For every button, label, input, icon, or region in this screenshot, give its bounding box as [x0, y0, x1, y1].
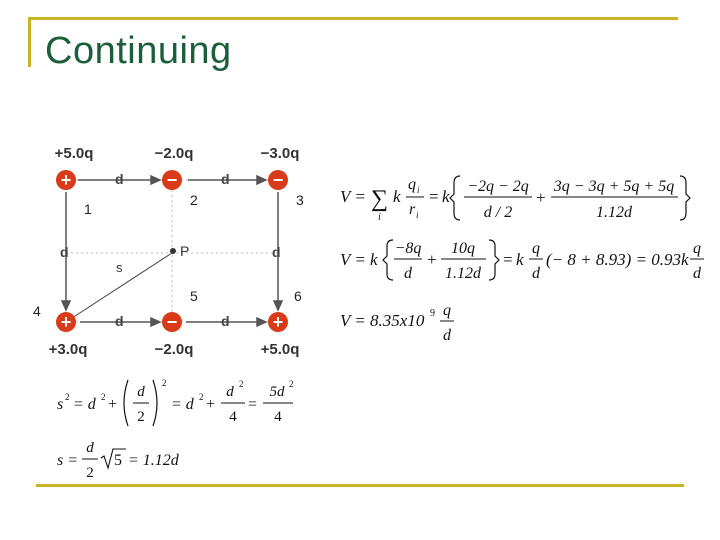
distance-label: d	[272, 244, 281, 260]
equation-2	[340, 240, 704, 282]
eq1-k: k	[393, 187, 401, 206]
eq2-equals: =	[503, 250, 513, 269]
eq3-prefix: V = 8.35x10	[340, 311, 425, 330]
eq2-num1: −8q	[394, 240, 422, 257]
eq1-qi: q	[408, 176, 416, 193]
charge-label: +5.0q	[260, 341, 300, 358]
charge-sign: −	[166, 170, 178, 190]
s1-d2-den: 4	[229, 409, 237, 425]
eq1-num2: 3q − 3q + 5q + 5q	[553, 178, 675, 195]
eq2-plus: +	[427, 250, 437, 269]
s1-plus2: +	[206, 396, 216, 413]
eq1-den2: 1.12d	[596, 204, 632, 221]
eq2-d: d	[532, 265, 540, 282]
equation-1	[340, 176, 690, 223]
s1-5d-den: 4	[274, 409, 282, 425]
charge-number: 5	[190, 288, 198, 304]
charge-label: +5.0q	[54, 145, 94, 162]
charge-number: 4	[33, 303, 41, 319]
s2-frac-den: 2	[86, 465, 94, 481]
s2-lhs: s =	[57, 452, 79, 469]
eq2-den2: 1.12d	[445, 265, 481, 282]
point-p	[170, 248, 176, 254]
sum-symbol: ∑	[371, 186, 389, 212]
s1-5d-num: 5d	[269, 384, 285, 400]
slide-title: Continuing	[45, 30, 232, 72]
eq2-num2: 10q	[451, 240, 475, 257]
s1-tail: = d	[171, 396, 194, 413]
eq2-q: q	[532, 240, 540, 257]
eq3-q: q	[443, 302, 451, 319]
s1-mid: = d	[73, 396, 96, 413]
s1-mid-sq: 2	[101, 392, 106, 402]
s1-frac-den: 2	[137, 409, 145, 425]
s2-frac-num: d	[86, 440, 94, 456]
s-equation-2	[57, 440, 180, 481]
charge-number: 6	[294, 288, 302, 304]
charge-label: +3.0q	[48, 341, 88, 358]
distance-label: d	[221, 313, 230, 329]
s-equation-1	[57, 378, 294, 426]
distance-label: d	[221, 171, 230, 187]
eq2-den1: d	[404, 265, 412, 282]
s-label: s	[116, 260, 123, 275]
eq3-d: d	[443, 327, 451, 344]
eq2-prefix: V = k	[340, 250, 378, 269]
s2-rhs: = 1.12d	[128, 452, 179, 469]
charge-number: 3	[296, 192, 304, 208]
charge-label: −2.0q	[154, 341, 194, 358]
point-p-label: P	[180, 243, 190, 259]
eq2-paren: (− 8 + 8.93) = 0.93k	[546, 250, 689, 269]
s2-sqrt: 5	[114, 452, 122, 469]
distance-label: d	[115, 171, 124, 187]
charge-label: −2.0q	[154, 145, 194, 162]
s1-paren-sq: 2	[162, 378, 167, 388]
eq2-k: k	[516, 250, 524, 269]
charge-number: 2	[190, 192, 198, 208]
eq3-exponent: 9	[430, 308, 435, 319]
charge-sign: +	[272, 312, 284, 332]
eq1-ri: r	[409, 201, 416, 218]
s1-tail-sq: 2	[199, 392, 204, 402]
eq1-qi-sub: i	[417, 185, 420, 195]
s1-lhs: s	[57, 396, 64, 413]
s1-lhs-sq: 2	[65, 392, 70, 402]
charge-sign: +	[60, 170, 72, 190]
s1-5d-sq: 2	[289, 379, 294, 389]
sum-index: i	[378, 212, 381, 223]
eq1-prefix: V =	[340, 187, 366, 206]
eq1-num1: −2q − 2q	[467, 178, 529, 195]
eq2-q2: q	[693, 240, 701, 257]
distance-label: d	[60, 244, 69, 260]
equation-3	[340, 302, 454, 344]
s1-d2-sq: 2	[239, 379, 244, 389]
s1-plus: +	[108, 396, 118, 413]
eq1-den1: d / 2	[483, 204, 513, 221]
eq1-k2: k	[442, 187, 450, 206]
charge-label: −3.0q	[260, 145, 300, 162]
eq1-equals: =	[429, 187, 439, 206]
s1-d2-num: d	[226, 384, 234, 400]
eq2-d2: d	[693, 265, 701, 282]
s1-equals: =	[248, 396, 258, 413]
charge-sign: +	[60, 312, 72, 332]
charge-number: 1	[84, 201, 92, 217]
eq1-plus: +	[536, 188, 546, 207]
s1-frac-num: d	[137, 384, 145, 400]
charge-sign: −	[166, 312, 178, 332]
eq1-ri-sub: i	[416, 210, 419, 220]
charge-sign: −	[272, 170, 284, 190]
distance-label: d	[115, 313, 124, 329]
